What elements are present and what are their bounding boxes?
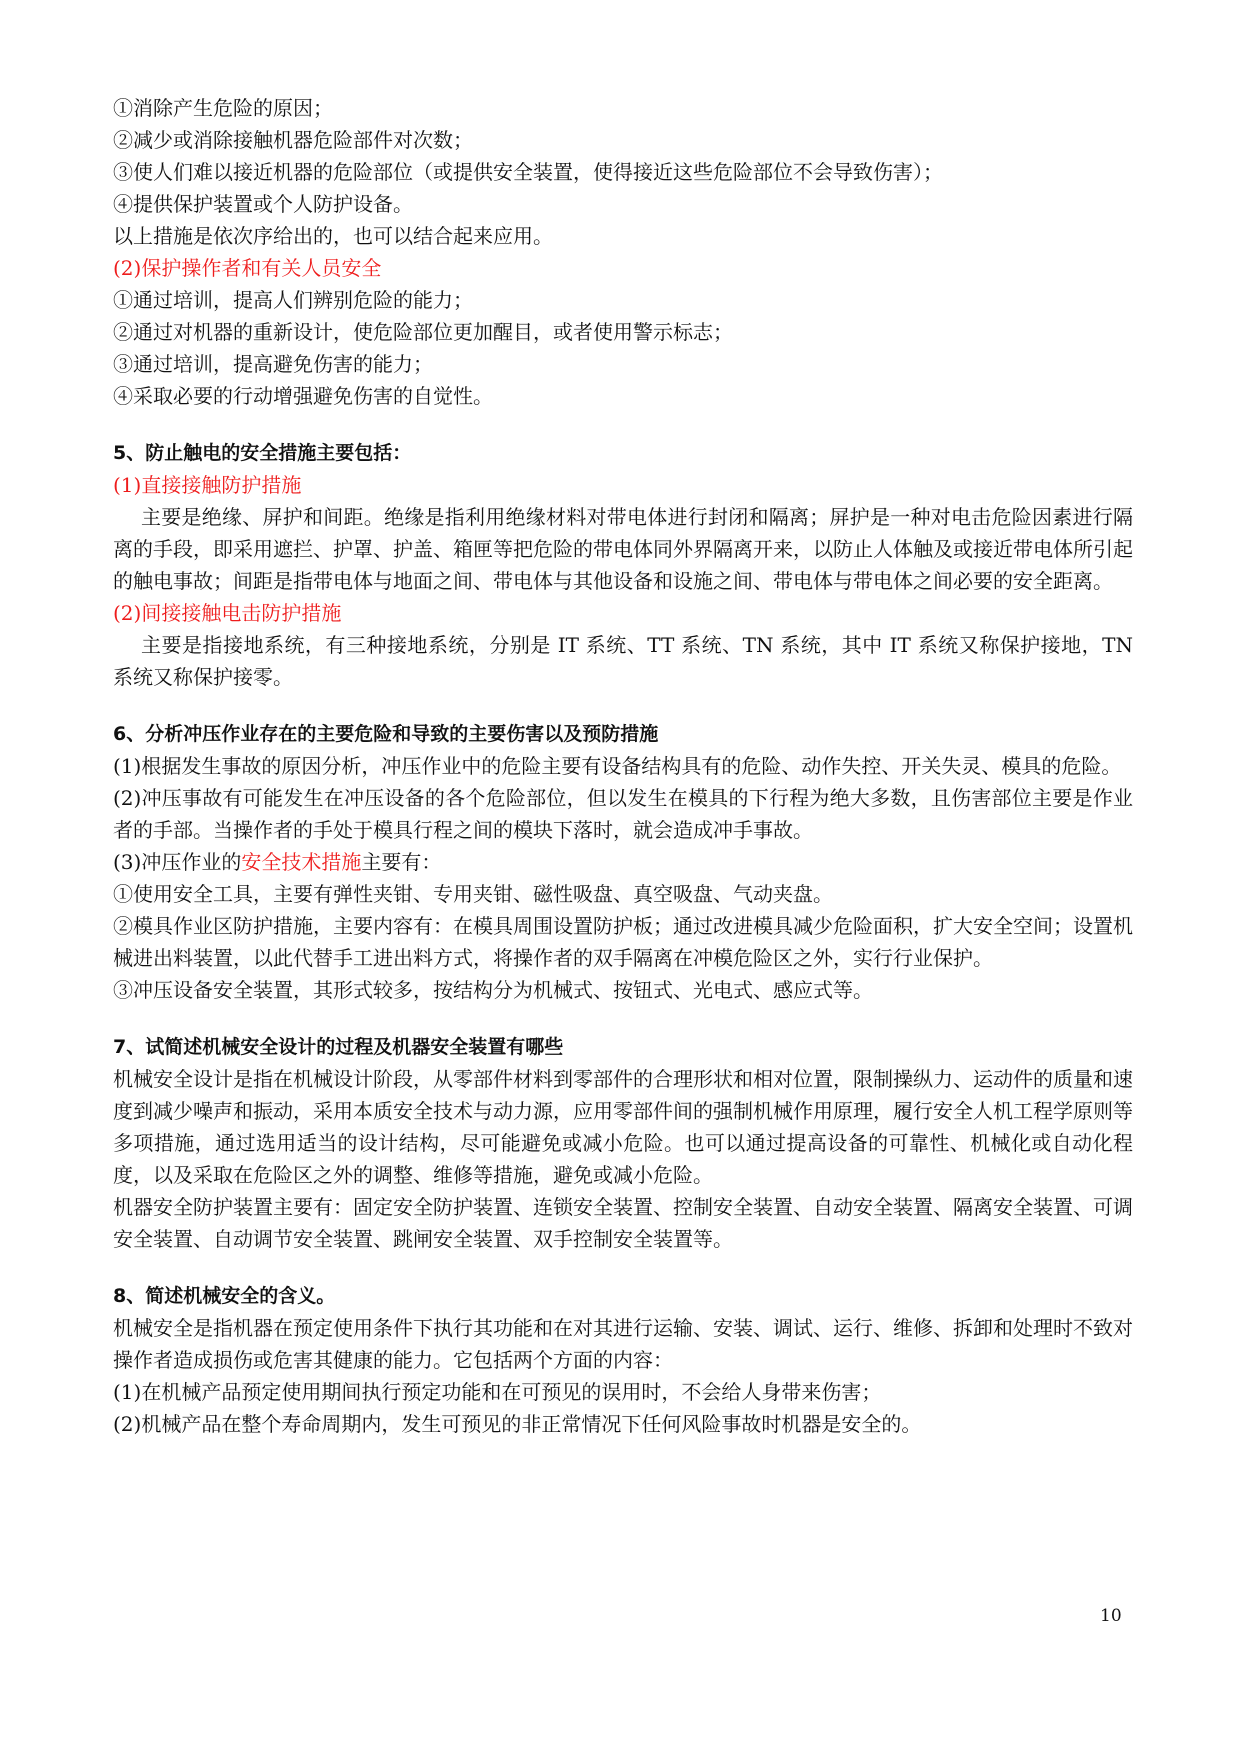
list-item: ②减少或消除接触机器危险部件对次数； bbox=[113, 128, 473, 152]
text-suffix: 主要有： bbox=[361, 850, 442, 874]
section-heading: 8、简述机械安全的含义。 bbox=[113, 1285, 336, 1307]
paragraph: (2)冲压事故有可能发生在冲压设备的各个危险部位，但以发生在模具的下行程为绝大多数，且伤害部位主要是作业者的手部。当操作者的手处于模具行程之间的模块下落时，就会造成冲手事故。 bbox=[113, 786, 1133, 842]
note-text: 以上措施是依次序给出的，也可以结合起来应用。 bbox=[113, 224, 553, 248]
paragraph: (1)根据发生事故的原因分析，冲压作业中的危险主要有设备结构具有的危险、动作失控、开关失灵、模具的危险。 bbox=[113, 754, 1122, 778]
sub-heading: (2)保护操作者和有关人员安全 bbox=[113, 256, 382, 280]
list-item: ②模具作业区防护措施，主要内容有：在模具周围设置防护板；通过改进模具减少危险面积，扩大安全空间；设置机械进出料装置，以此代替手工进出料方式，将操作者的双手隔离在冲模危险区之外，实行行业保护。 bbox=[113, 914, 1133, 970]
paragraph: 主要是绝缘、屏护和间距。绝缘是指利用绝缘材料对带电体进行封闭和隔离；屏护是一种对电击危险因素进行隔离的手段，即采用遮拦、护罩、护盖、箱匣等把危险的带电体同外界隔离开来，以防止人体触及或接近带电体所引起的触电事故；间距是指带电体与地面之间、带电体与其他设备和设施之间、带电体与带电体之间必要的安全距离。 bbox=[113, 505, 1133, 593]
highlight-text: 安全技术措施 bbox=[241, 850, 362, 874]
list-item: (2)机械产品在整个寿命周期内，发生可预见的非正常情况下任何风险事故时机器是安全的。 bbox=[113, 1412, 922, 1436]
page-number: 10 bbox=[1100, 1606, 1122, 1626]
paragraph: 机器安全防护装置主要有：固定安全防护装置、连锁安全装置、控制安全装置、自动安全装置、隔离安全装置、可调安全装置、自动调节安全装置、跳闸安全装置、双手控制安全装置等。 bbox=[113, 1195, 1133, 1251]
paragraph: 机械安全设计是指在机械设计阶段，从零部件材料到零部件的合理形状和相对位置，限制操纵力、运动件的质量和速度到减少噪声和振动，采用本质安全技术与动力源，应用零部件间的强制机械作用原理，履行安全人机工程学原则等多项措施，通过选用适当的设计结构，尽可能避免或减小危险。也可以通过提高设备的可靠性、机械化或自动化程度，以及采取在危险区之外的调整、维修等措施，避免或减小危险。 bbox=[113, 1067, 1133, 1187]
document-page bbox=[113, 92, 1133, 1440]
paragraph: 机械安全是指机器在预定使用条件下执行其功能和在对其进行运输、安装、调试、运行、维修、拆卸和处理时不致对操作者造成损伤或危害其健康的能力。它包括两个方面的内容： bbox=[113, 1316, 1133, 1372]
list-item: ②通过对机器的重新设计，使危险部位更加醒目，或者使用警示标志； bbox=[113, 320, 733, 344]
list-item: ①通过培训，提高人们辨别危险的能力； bbox=[113, 288, 473, 312]
list-item: ①消除产生危险的原因； bbox=[113, 96, 333, 120]
text-prefix: (3)冲压作业的 bbox=[113, 850, 242, 874]
section-heading: 7、试简述机械安全设计的过程及机器安全装置有哪些 bbox=[113, 1036, 564, 1058]
list-item: ③冲压设备安全装置，其形式较多，按结构分为机械式、按钮式、光电式、感应式等。 bbox=[113, 978, 873, 1002]
list-item: (1)在机械产品预定使用期间执行预定功能和在可预见的误用时，不会给人身带来伤害； bbox=[113, 1380, 882, 1404]
section-heading: 6、分析冲压作业存在的主要危险和导致的主要伤害以及预防措施 bbox=[113, 723, 659, 745]
list-item: ④提供保护装置或个人防护设备。 bbox=[113, 192, 413, 216]
paragraph: 主要是指接地系统，有三种接地系统，分别是 IT 系统、TT 系统、TN 系统，其中 IT 系统又称保护接地，TN 系统又称保护接零。 bbox=[113, 633, 1133, 689]
sub-heading: (1)直接接触防护措施 bbox=[113, 473, 302, 497]
list-item: ③通过培训，提高避免伤害的能力； bbox=[113, 352, 433, 376]
section-heading: 5、防止触电的安全措施主要包括： bbox=[113, 442, 412, 464]
list-item: ④采取必要的行动增强避免伤害的自觉性。 bbox=[113, 384, 493, 408]
list-item: ③使人们难以接近机器的危险部位（或提供安全装置，使得接近这些危险部位不会导致伤害）； bbox=[113, 160, 943, 184]
list-item: ①使用安全工具，主要有弹性夹钳、专用夹钳、磁性吸盘、真空吸盘、气动夹盘。 bbox=[113, 882, 833, 906]
paragraph bbox=[113, 846, 1133, 878]
sub-heading: (2)间接接触电击防护措施 bbox=[113, 601, 342, 625]
